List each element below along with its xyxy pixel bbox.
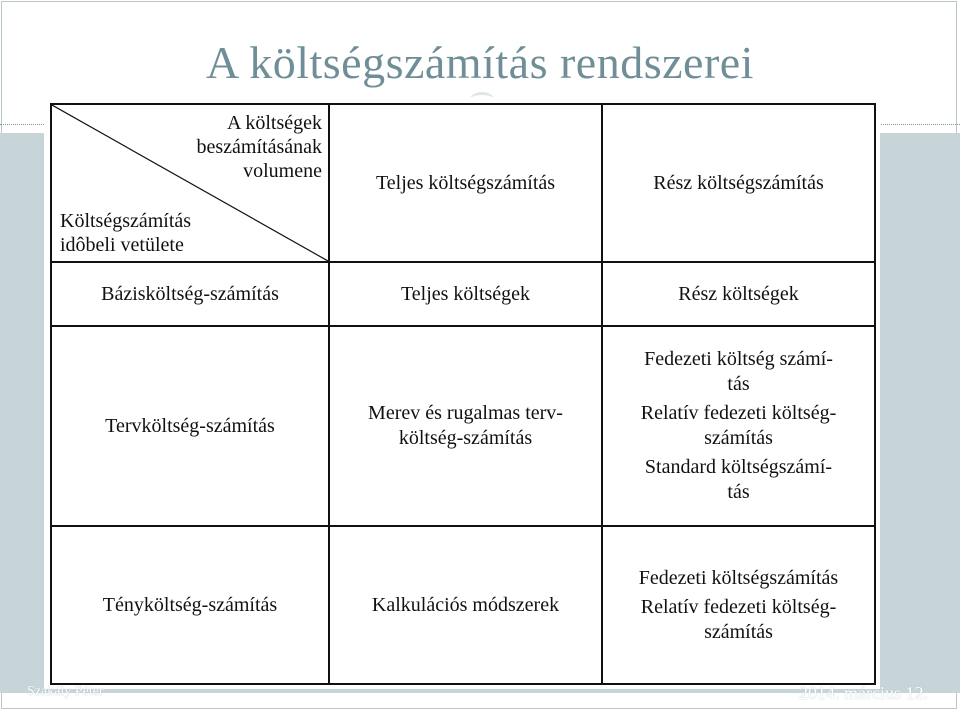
footer-date: 2014. március 12. (799, 683, 928, 703)
list-item: Relatív fedezeti költség- számítás (640, 402, 837, 449)
list-item: Relatív fedezeti költség- számítás (640, 595, 837, 643)
footer-author: Szakály Péter (27, 684, 104, 699)
cost-accounting-table-container (46, 99, 878, 687)
list-item: Standard költségszámí- tás (644, 456, 833, 503)
row-label: Tervköltség-számítás (51, 326, 329, 526)
cell-partial-costing (602, 326, 875, 526)
table-row (51, 326, 875, 526)
corner-header-bottom-text: Költségszámítás idôbeli vetülete (60, 210, 192, 256)
cell-partial-costing: Rész költségek (602, 262, 875, 326)
cell-full-costing: Teljes költségek (329, 262, 602, 326)
row-label: Tényköltség-számítás (51, 526, 329, 684)
corner-header-top-text: A költségek beszámításának volumene (196, 112, 322, 182)
list-item: Fedezeti költségszámítás (638, 566, 839, 589)
header-cell-partial-costing: Rész költségszámítás (602, 104, 875, 262)
slide-title: A költségszámítás rendszerei (206, 37, 754, 88)
cell-full-costing: Merev és rugalmas terv- költség-számítás (329, 326, 602, 526)
header-cell-full-costing: Teljes költségszámítás (329, 104, 602, 262)
row-label: Bázisköltség-számítás (51, 262, 329, 326)
cost-accounting-table (50, 103, 876, 685)
list-item: Fedezeti költség számí- tás (644, 348, 833, 395)
table-header-row (51, 104, 875, 262)
cell-partial-costing (602, 526, 875, 684)
corner-header-cell (51, 104, 329, 262)
cell-full-costing: Kalkulációs módszerek (329, 526, 602, 684)
table-row (51, 262, 875, 326)
table-row (51, 526, 875, 684)
